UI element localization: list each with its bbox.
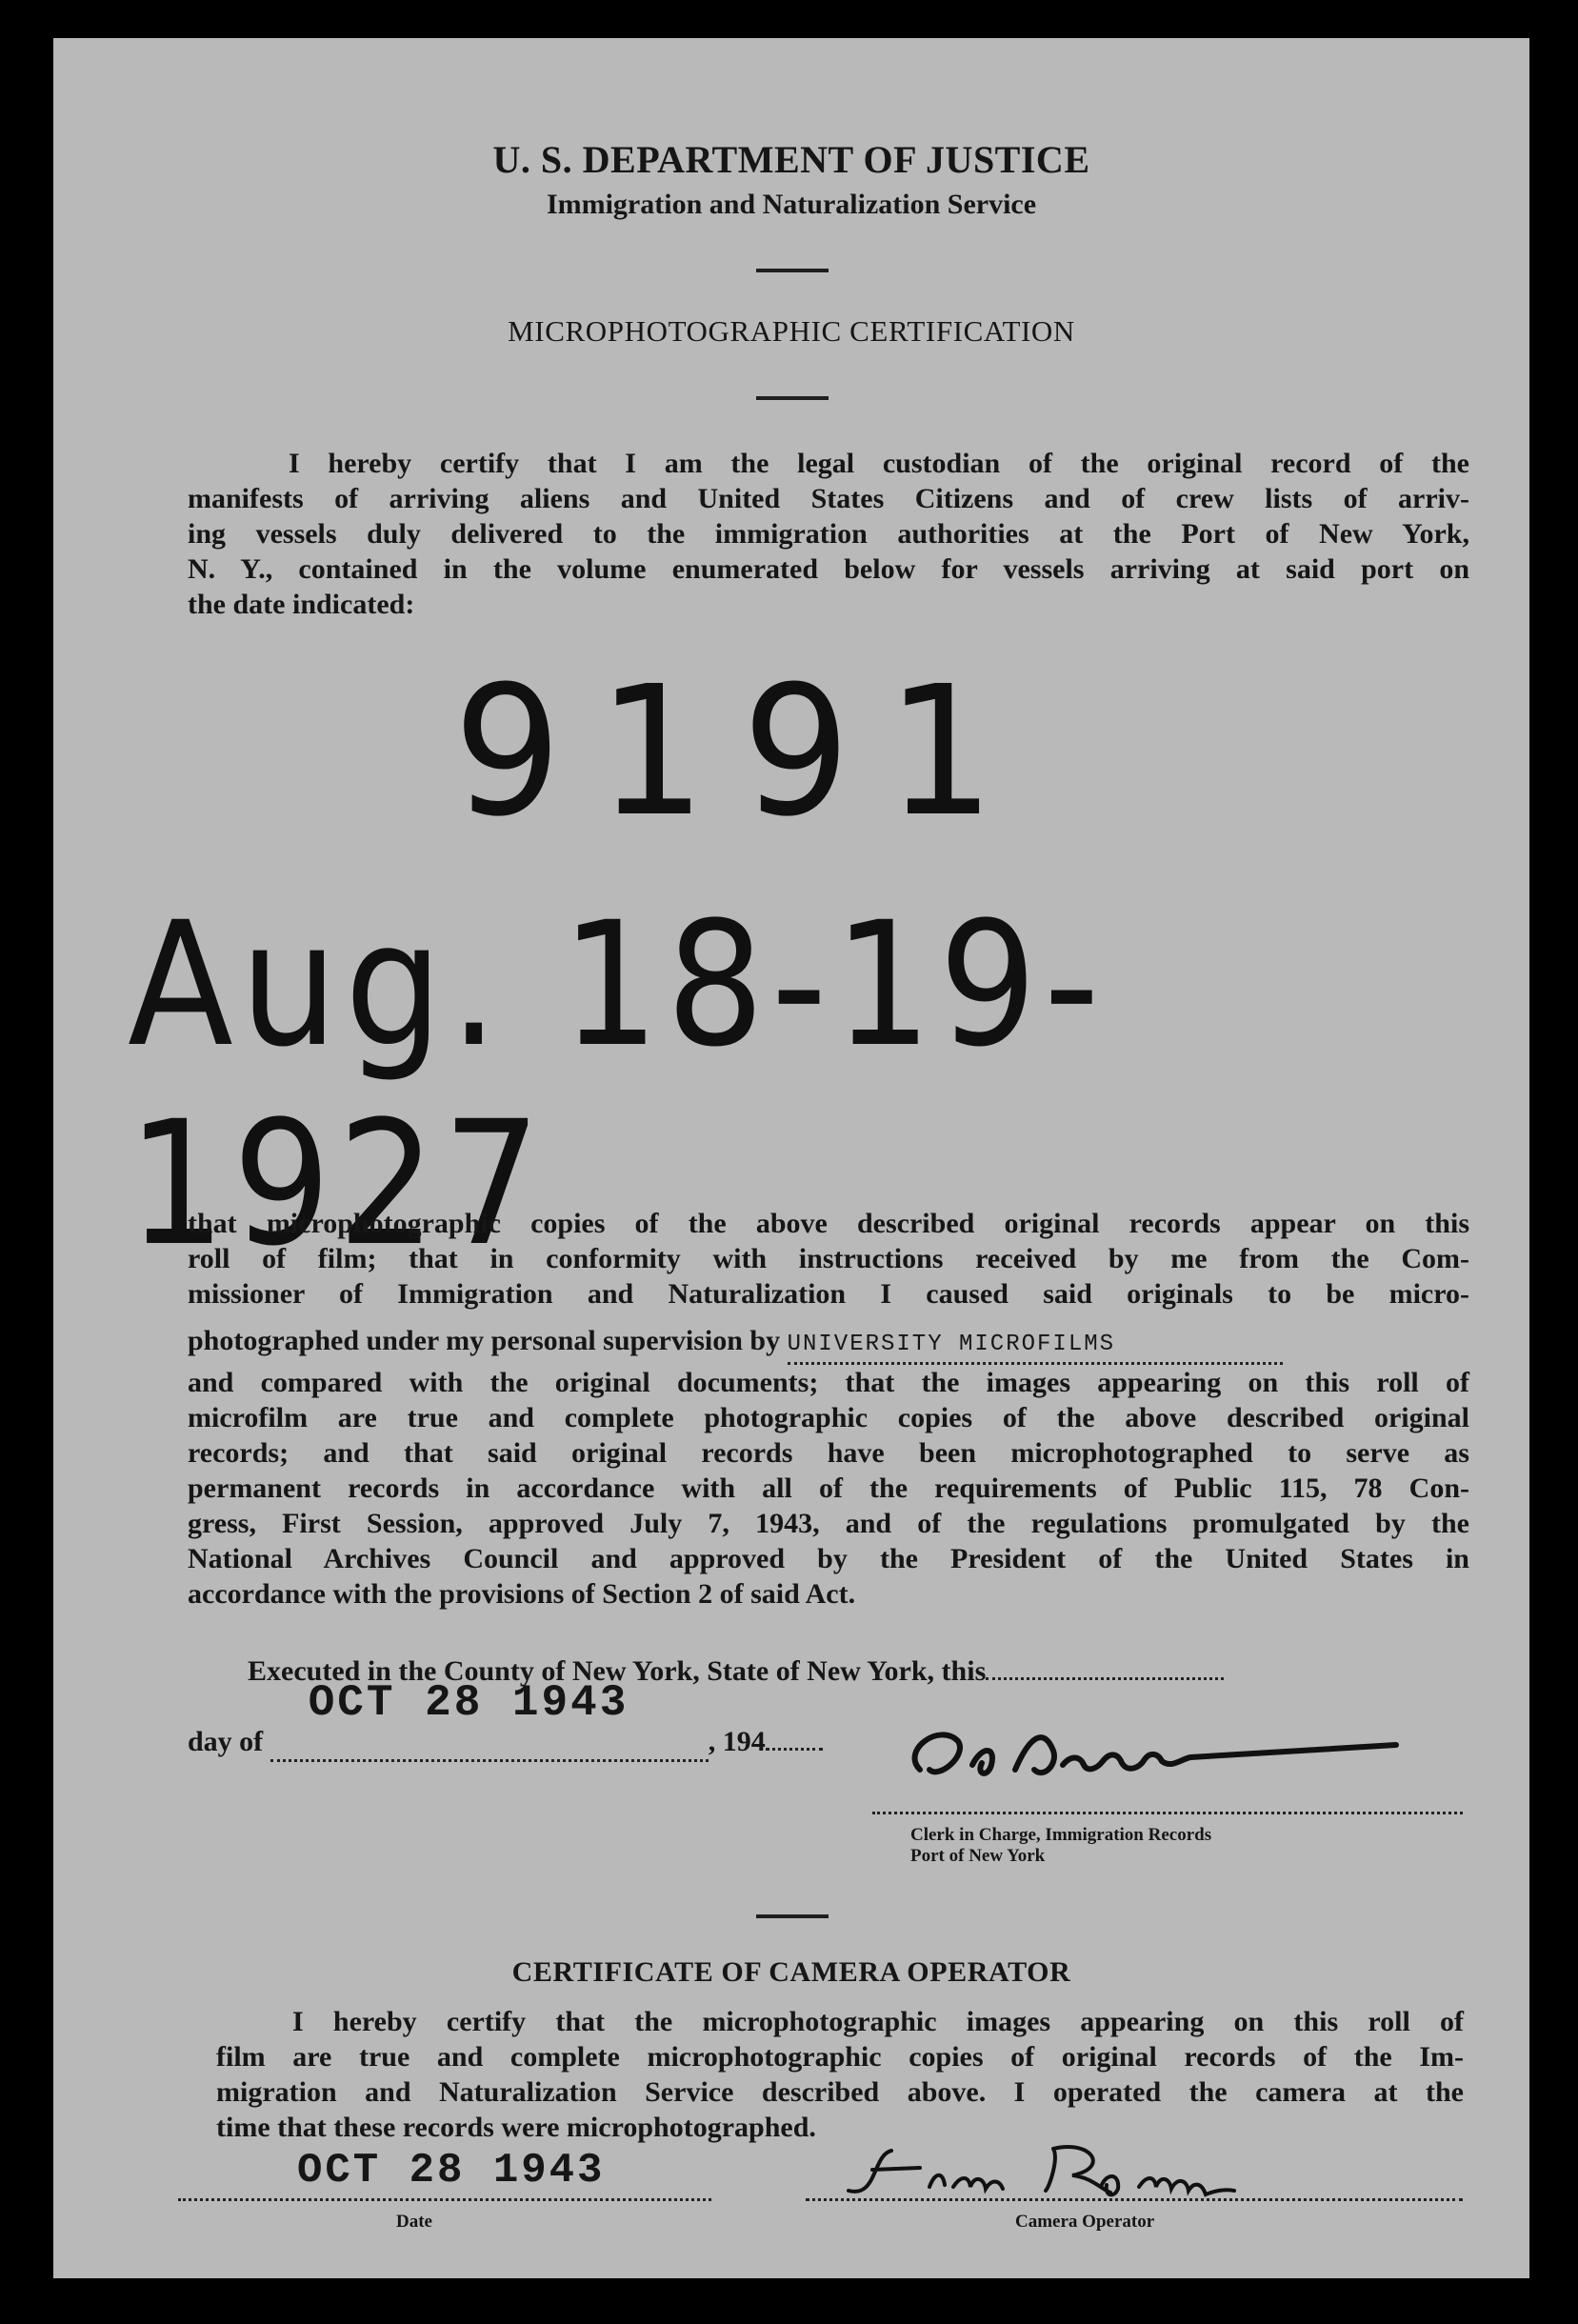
divider-rule [756,1914,829,1918]
executed-date-stamp: OCT 28 1943 [308,1678,629,1728]
dotted-leader [766,1748,823,1751]
camera-date-stamp: OCT 28 1943 [297,2147,606,2194]
form-title: MICROPHOTOGRAPHIC CERTIFICATION [508,314,1075,348]
text-line: National Archives Council and approved by the President of the United States in [188,1543,1469,1574]
text-line: N. Y., contained in the volume enumerated below for vessels arriving at said port on [188,553,1469,585]
signature-line [872,1812,1463,1814]
text-line: ing vessels duly delivered to the immigration authorities at the Port of New York, [188,518,1469,550]
year-prefix: , 194 [708,1726,766,1757]
supervision-prefix: photographed under my personal supervision by [188,1325,781,1356]
dotted-leader [986,1677,1224,1680]
intro-paragraph [188,446,1469,622]
supervision-line [188,1323,1469,1365]
text-line: permanent records in accordance with all of the requirements of Public 115, 78 Con- [188,1473,1469,1504]
service-subheading: Immigration and Naturalization Service [546,189,1037,220]
camera-certificate-title: CERTIFICATE OF CAMERA OPERATOR [511,1956,1071,1988]
text-line: migration and Naturalization Service described above. I operated the camera at the [216,2076,1464,2108]
text-line: the date indicated: [188,589,415,620]
divider-rule [756,396,829,400]
day-of-label: day of [188,1726,264,1757]
text-line: time that these records were microphotographed. [216,2112,816,2143]
date-line [178,2198,711,2201]
text-line: and compared with the original documents; that the images appearing on this roll of [188,1367,1469,1398]
date-label: Date [396,2212,432,2232]
text-line: roll of film; that in conformity with instructions received by me from the Com- [188,1243,1469,1274]
date-blank [270,1678,709,1762]
text-line: film are true and complete microphotographic copies of original records of the Im- [216,2041,1464,2073]
operator-label: Camera Operator [1015,2212,1155,2232]
executed-text: Executed in the County of New York, State of New York, this [248,1655,987,1687]
text-line: I hereby certify that the microphotographic images appearing on this roll of [292,2006,1464,2037]
operator-signature [834,2132,1482,2208]
text-line: manifests of arriving aliens and United States Citizens and of crew lists of arriv- [188,483,1469,514]
supervisor-name: UNIVERSITY MICROFILMS [788,1327,1283,1365]
document-page [53,38,1529,2278]
text-line: microfilm are true and complete photographic copies of the above described original [188,1402,1469,1433]
text-line: records; and that said original records have been microphotographed to serve as [188,1437,1469,1469]
department-heading: U. S. DEPARTMENT OF JUSTICE [492,138,1090,181]
handwritten-volume-date: Aug. 18-19-1927 [128,886,1107,1284]
operator-line [806,2198,1463,2201]
day-of-line [188,1678,911,1762]
clerk-port: Port of New York [910,1846,1046,1866]
body-paragraph [188,1206,1469,1612]
text-line: I hereby certify that I am the legal custodian of the original record of the [289,448,1469,479]
text-line: accordance with the provisions of Section 2 of said Act. [188,1578,856,1610]
text-line: gress, First Session, approved July 7, 1943, and of the regulations promulgated by the [188,1508,1469,1539]
clerk-title: Clerk in Charge, Immigration Records [910,1825,1212,1845]
text-line: missioner of Immigration and Naturalization I caused said originals to be micro- [188,1278,1469,1310]
divider-rule [756,269,829,272]
camera-paragraph [216,2004,1464,2145]
text-line: that microphotographic copies of the above described original records appear on this [188,1208,1469,1239]
clerk-signature [882,1713,1453,1798]
handwritten-volume-number: 9191 [453,648,1031,856]
